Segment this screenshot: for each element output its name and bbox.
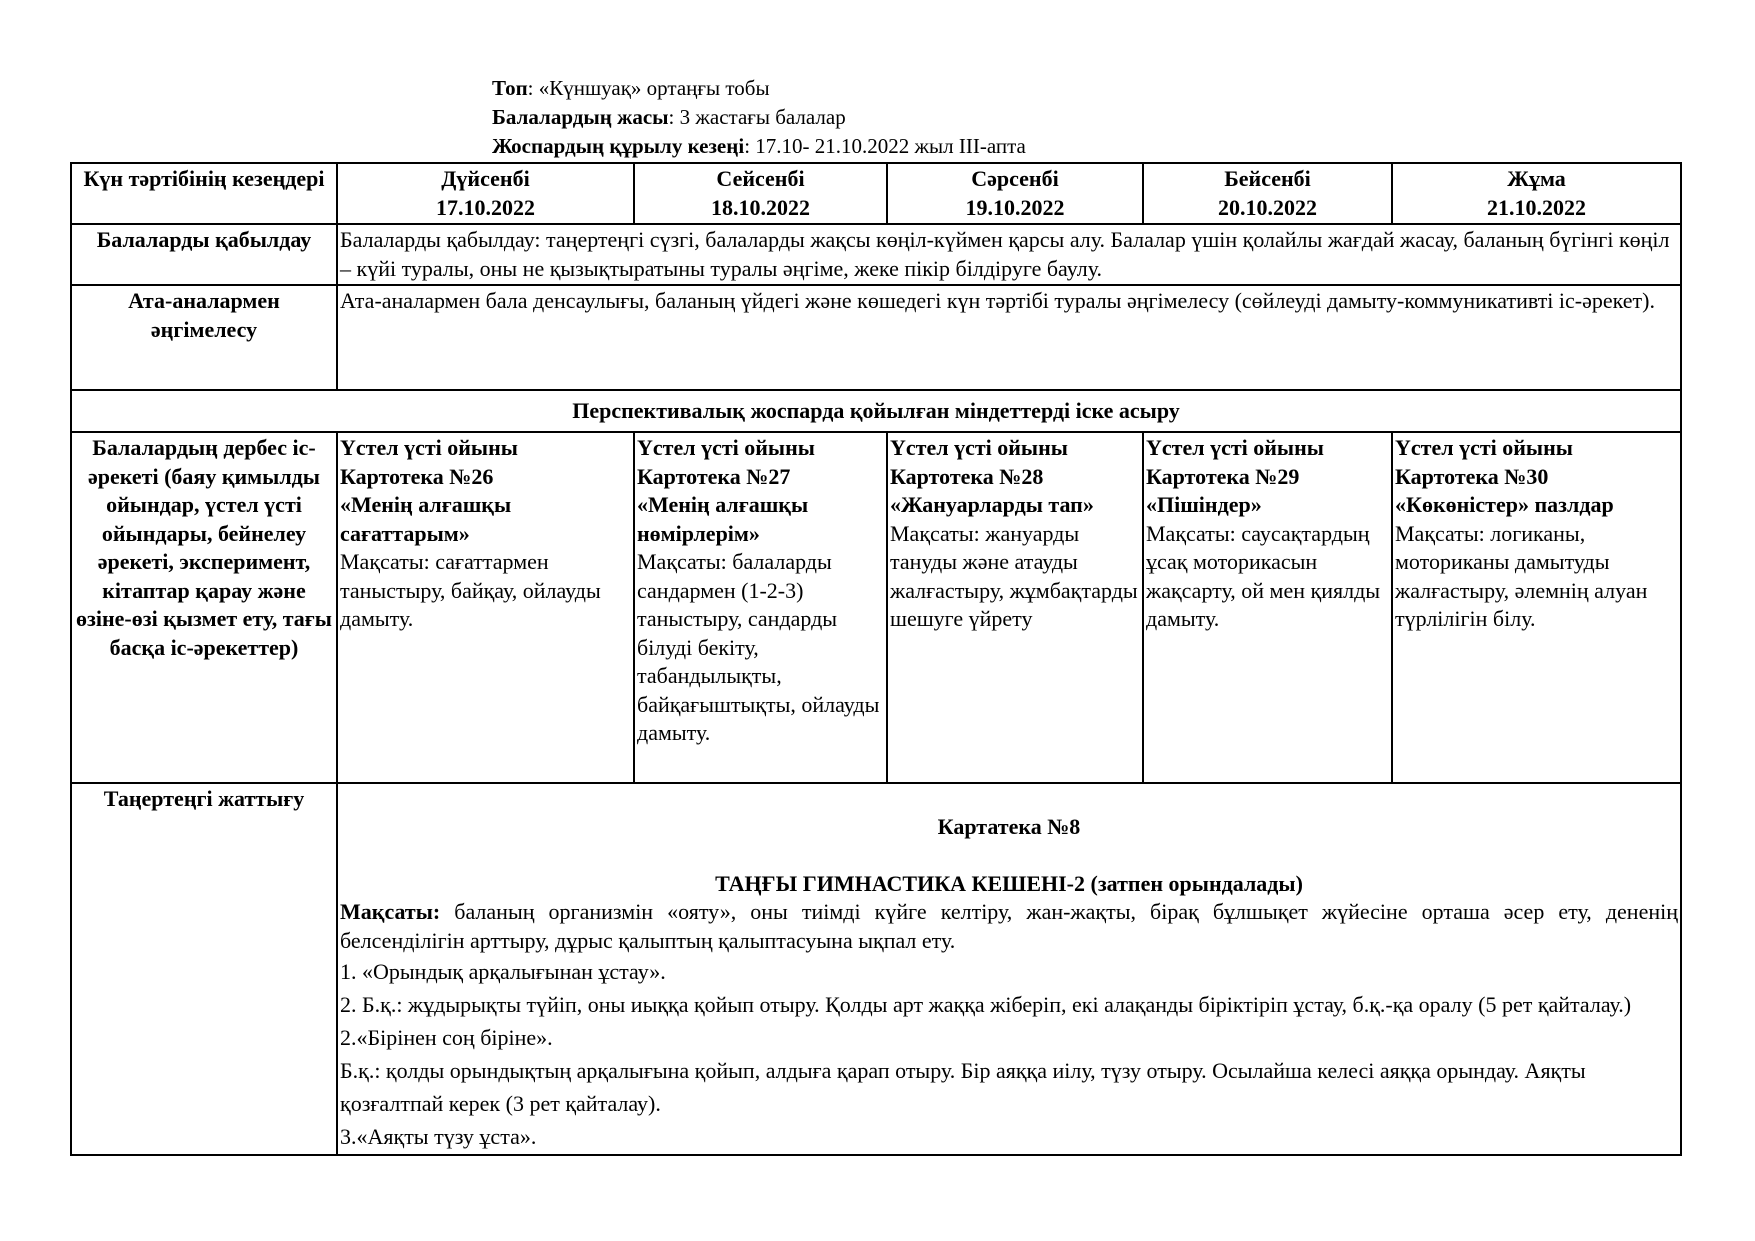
- independent-label: Балалардың дербес іс-әрекеті (баяу қимылды ойындар, үстел үсті ойындары, бейнелеу әрекеті, эксперимент, кітаптар қарау және өзіне-өзі қызмет ету, тағы басқа іс-әрекеттер): [71, 432, 337, 783]
- exercise-title: ТАҢҒЫ ГИМНАСТИКА КЕШЕНІ-2 (затпен орындалады): [715, 870, 1303, 896]
- independent-cell-mon: Үстел үсті ойыны Картотека №26 «Менің алғашқы сағаттарым» Мақсаты: сағаттармен таныстыру, байқау, ойлауды дамыту.: [337, 432, 634, 783]
- exercise-step-3: 2.«Бірінен соң біріне».: [340, 1025, 553, 1050]
- day-header-fri: Жұма 21.10.2022: [1392, 163, 1681, 224]
- day-header-wed: Сәрсенбі 19.10.2022: [887, 163, 1143, 224]
- exercise-step-5: 3.«Аяқты түзу ұста».: [340, 1124, 537, 1149]
- day-header-mon: Дүйсенбі 17.10.2022: [337, 163, 634, 224]
- reception-text: Балаларды қабылдау: таңертеңгі сүзгі, балаларды жақсы көңіл-күймен қарсы алу. Балалар үшін қолайлы жағдай жасау, баланың бүгінгі көңіл – күйі туралы, оны не қызықтыратыны туралы әңгіме, жеке пікір білдіруге баулу.: [337, 224, 1681, 285]
- independent-cell-tue: Үстел үсті ойыны Картотека №27 «Менің алғашқы нөмірлерім» Мақсаты: балаларды сандармен (1-2-3) таныстыру, сандарды білуді бекіту, табандылықты, байқағыштықты, ойлауды дамыту.: [634, 432, 887, 783]
- exercise-label: Таңертеңгі жаттығу: [71, 783, 337, 1155]
- parents-row: [71, 285, 1681, 390]
- independent-cell-fri: Үстел үсті ойыны Картотека №30 «Көкөністер» пазлдар Мақсаты: логиканы, моториканы дамытуды жалғастыру, әлемнің алуан түрлілігін білу.: [1392, 432, 1681, 783]
- weekly-plan-table: [70, 162, 1682, 1156]
- reception-label: Балаларды қабылдау: [71, 224, 337, 285]
- plan-meta: [492, 74, 1026, 161]
- section-row: [71, 390, 1681, 432]
- independent-cell-thu: Үстел үсті ойыны Картотека №29 «Пішіндер» Мақсаты: саусақтардың ұсақ моторикасын жақсарту, ой мен қиялды дамыту.: [1143, 432, 1392, 783]
- exercise-goal: Мақсаты: баланың организмін «ояту», оны тиімді күйге келтіру, жан-жақты, бірақ бұлшықет жүйесіне орташа әсер ету, дененің белсенділігін арттыру, дұрыс қалыптың қалыптасуына ықпал ету.: [340, 899, 1678, 953]
- independent-row: [71, 432, 1681, 783]
- exercise-step-4: Б.қ.: қолды орындықтың арқалығына қойып, алдыға қарап отыру. Бір аяққа иілу, түзу отыру. Осылайша келесі аяққа орындау. Аяқты қозғалтпай керек (3 рет қайталау).: [340, 1058, 1586, 1116]
- exercise-content: [337, 783, 1681, 1155]
- header-row: [71, 163, 1681, 224]
- stage-header: Күн тәртібінің кезеңдері: [71, 163, 337, 224]
- reception-row: [71, 224, 1681, 285]
- exercise-step-2: 2. Б.қ.: жұдырықты түйіп, оны иыққа қойып отыру. Қолды арт жаққа жіберіп, екі алақанды біріктіріп ұстау, б.қ.-қа оралу (5 рет қайталау.): [340, 992, 1632, 1017]
- independent-cell-wed: Үстел үсті ойыны Картотека №28 «Жануарларды тап» Мақсаты: жануарды тануды және атауды жалғастыру, жұмбақтарды шешуге үйрету: [887, 432, 1143, 783]
- day-header-thu: Бейсенбі 20.10.2022: [1143, 163, 1392, 224]
- day-header-tue: Сейсенбі 18.10.2022: [634, 163, 887, 224]
- parents-text: Ата-аналармен бала денсаулығы, баланың үйдегі және көшедегі күн тәртібі туралы әңгімелесу (сөйлеуді дамыту-коммуникативті іс-әрекет).: [337, 285, 1681, 390]
- group-line: Топ: «Күншуақ» ортаңғы тобы: [492, 76, 770, 100]
- age-line: Балалардың жасы: 3 жастағы балалар: [492, 105, 846, 129]
- parents-label: Ата-аналармен әңгімелесу: [71, 285, 337, 390]
- exercise-card: Картатека №8: [937, 814, 1081, 839]
- exercise-step-1: 1. «Орындық арқалығынан ұстау».: [340, 959, 666, 984]
- period-line: Жоспардың құрылу кезеңі: 17.10- 21.10.2022 жыл ІІІ-апта: [492, 134, 1026, 158]
- exercise-row: [71, 783, 1681, 1155]
- section-title: Перспективалық жоспарда қойылған міндеттерді іске асыру: [71, 390, 1681, 432]
